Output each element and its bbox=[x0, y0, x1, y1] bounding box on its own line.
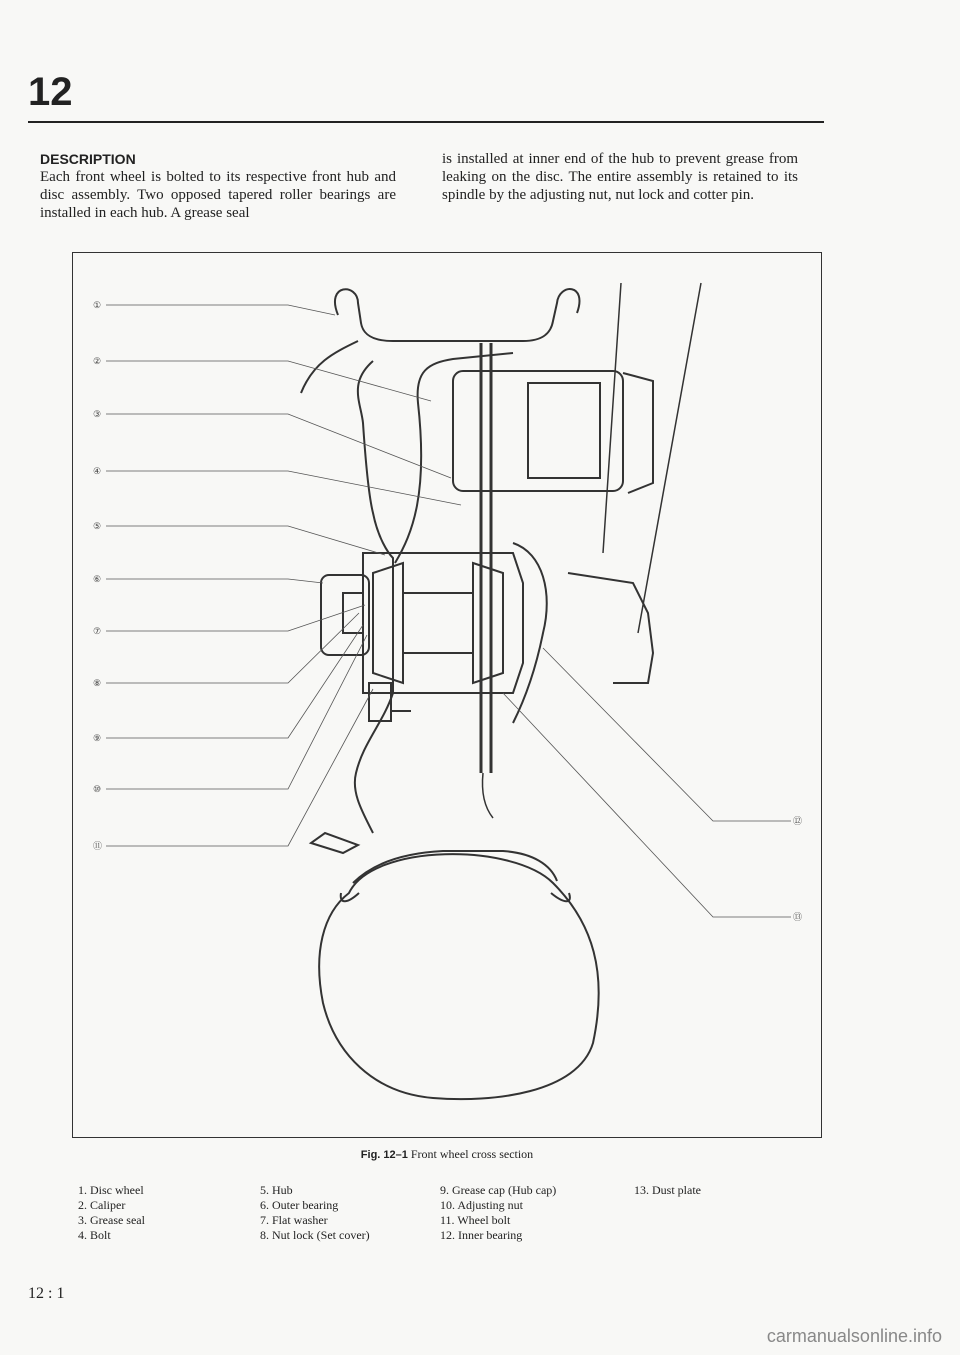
figure-caption-text: Front wheel cross section bbox=[410, 1147, 534, 1161]
legend-item: 4. Bolt bbox=[78, 1228, 111, 1242]
callout-12: ⑫ bbox=[793, 816, 803, 826]
callout-6: ⑥ bbox=[93, 574, 102, 584]
section-heading: DESCRIPTION bbox=[40, 151, 136, 167]
wheel-drawing bbox=[301, 283, 701, 1099]
intro-right-text: is installed at inner end of the hub to prevent grease from leaking on the disc. The entire assembly is retained to its spindle by the adjusting nut, nut lock and cotter pin. bbox=[442, 151, 798, 203]
legend-item: 2. Caliper bbox=[78, 1198, 126, 1212]
callout-7: ⑦ bbox=[93, 626, 102, 636]
callout-5: ⑤ bbox=[93, 521, 102, 531]
legend-column-1 bbox=[78, 1183, 145, 1243]
legend-item: 13. Dust plate bbox=[634, 1183, 701, 1197]
page-number: 12 : 1 bbox=[28, 1285, 65, 1302]
figure-caption bbox=[72, 1147, 822, 1162]
callout-numbers bbox=[93, 300, 802, 922]
intro-left-column bbox=[40, 150, 396, 222]
intro-left-text: Each front wheel is bolted to its respective front hub and disc assembly. Two opposed tapered roller bearings are installed in each hub. A grease seal bbox=[40, 169, 396, 221]
header-rule bbox=[28, 121, 824, 123]
callout-3: ③ bbox=[93, 409, 102, 419]
legend-item: 3. Grease seal bbox=[78, 1213, 145, 1227]
chapter-number: 12 bbox=[28, 70, 73, 114]
wheel-cross-section-diagram bbox=[73, 253, 822, 1138]
legend-item: 5. Hub bbox=[260, 1183, 293, 1197]
figure-caption-number: Fig. 12–1 bbox=[360, 1149, 408, 1161]
callout-8: ⑧ bbox=[93, 678, 102, 688]
legend-item: 1. Disc wheel bbox=[78, 1183, 144, 1197]
legend-column-2 bbox=[260, 1183, 370, 1243]
legend-item: 6. Outer bearing bbox=[260, 1198, 339, 1212]
callout-1: ① bbox=[93, 300, 102, 310]
legend-item: 10. Adjusting nut bbox=[440, 1198, 524, 1212]
figure-frame bbox=[72, 252, 822, 1138]
legend-column-4 bbox=[634, 1183, 701, 1198]
callout-13: ⑬ bbox=[793, 912, 803, 922]
callout-11: ⑪ bbox=[93, 841, 103, 851]
legend-item: 12. Inner bearing bbox=[440, 1228, 523, 1242]
callout-10: ⑩ bbox=[93, 784, 102, 794]
watermark: carmanualsonline.info bbox=[766, 1326, 942, 1346]
callout-2: ② bbox=[93, 356, 102, 366]
legend-item: 8. Nut lock (Set cover) bbox=[260, 1228, 370, 1242]
legend-item: 11. Wheel bolt bbox=[440, 1213, 511, 1227]
leader-lines bbox=[106, 305, 791, 917]
legend-item: 7. Flat washer bbox=[260, 1213, 328, 1227]
legend-item: 9. Grease cap (Hub cap) bbox=[440, 1183, 557, 1197]
callout-4: ④ bbox=[93, 466, 102, 476]
callout-9: ⑨ bbox=[93, 733, 102, 743]
legend-column-3 bbox=[440, 1183, 556, 1243]
